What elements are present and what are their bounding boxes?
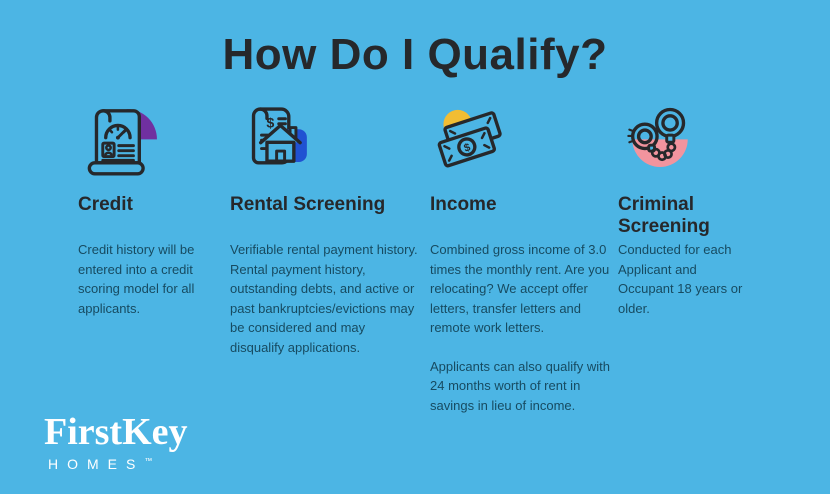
- income-paragraph-2: Applicants can also qualify with 24 months worth of rent in savings in lieu of income.: [430, 358, 610, 413]
- logo-homes-text: HOMES: [48, 456, 145, 472]
- rental-scroll-house-icon-svg: [230, 98, 314, 184]
- column-rental-screening: [230, 98, 420, 376]
- column-body-credit: [78, 240, 222, 318]
- column-body-income: [430, 240, 614, 415]
- rental-paragraph: Verifiable rental payment history. Rental payment history, outstanding debts, and active or past bankruptcies/evictions may be considered and may disqualify applications.: [230, 242, 418, 355]
- money-banknotes-icon-svg: [430, 98, 514, 184]
- dollar-glyph: $: [266, 115, 275, 132]
- handcuffs-icon-svg: [618, 98, 702, 184]
- logo-brand-text: FirstKey: [44, 411, 188, 453]
- credit-report-icon: [78, 98, 222, 190]
- column-body-rental: [230, 240, 420, 357]
- money-banknotes-icon: [430, 98, 614, 190]
- column-heading-criminal: Criminal Screening: [618, 194, 710, 237]
- rental-scroll-house-icon: [230, 98, 420, 190]
- firstkey-homes-logo: [44, 410, 188, 472]
- logo-sub-text: [48, 456, 188, 472]
- page-title: How Do I Qualify?: [222, 30, 608, 79]
- column-body-criminal: [618, 240, 754, 318]
- column-heading-income: Income: [430, 194, 497, 215]
- column-criminal-screening: [618, 98, 754, 337]
- column-income: [430, 98, 614, 434]
- credit-report-icon-svg: [78, 98, 162, 184]
- column-heading-rental: Rental Screening: [230, 194, 386, 215]
- column-heading-credit: Credit: [78, 194, 133, 215]
- column-credit: [78, 98, 222, 337]
- dollar-glyph: $: [462, 141, 472, 155]
- handcuffs-icon: [618, 98, 754, 190]
- income-paragraph-1: Combined gross income of 3.0 times the monthly rent. Are you relocating? We accept offer letters, transfer letters and remote work letters.: [430, 242, 610, 335]
- criminal-paragraph: Conducted for each Applicant and Occupant 18 years or older.: [618, 242, 743, 316]
- logo-trademark: ™: [144, 456, 153, 466]
- credit-paragraph: Credit history will be entered into a credit scoring model for all applicants.: [78, 242, 195, 316]
